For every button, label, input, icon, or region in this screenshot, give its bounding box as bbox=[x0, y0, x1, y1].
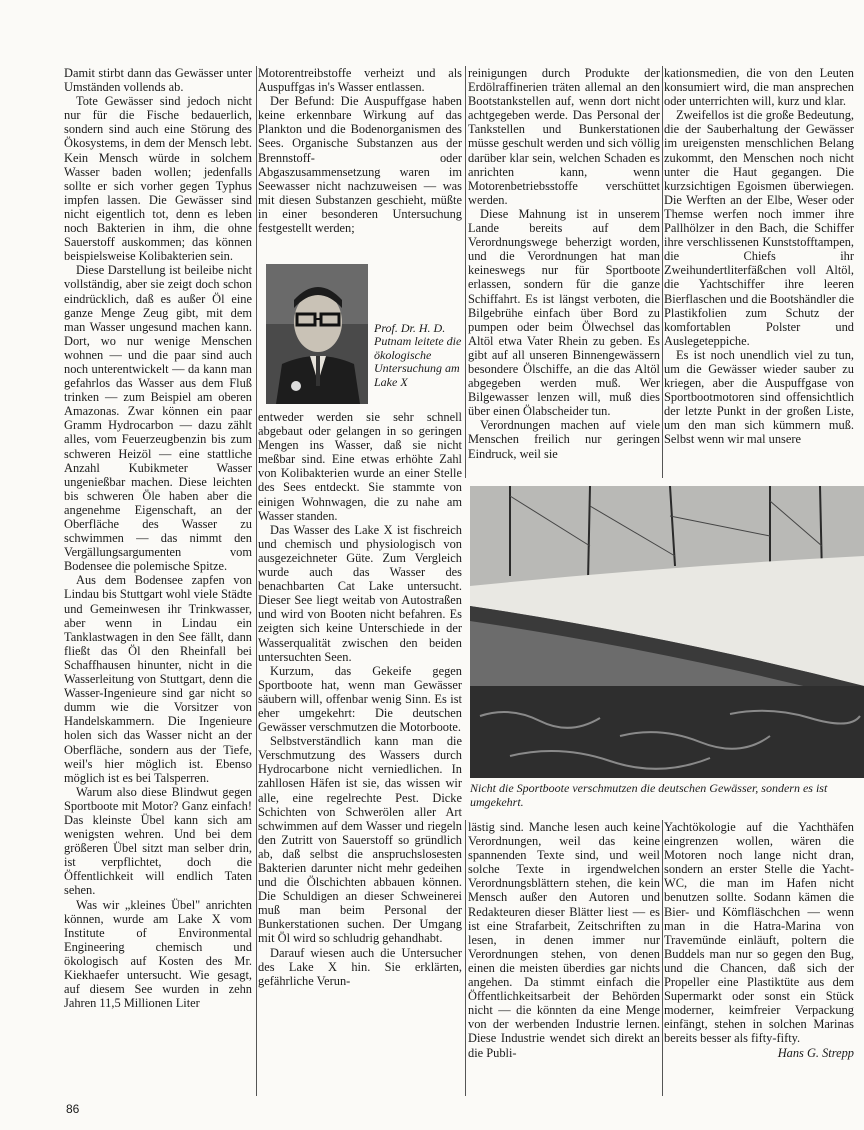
author-signature: Hans G. Strepp bbox=[777, 1045, 854, 1060]
photo-caption: Nicht die Sportboote verschmutzen die deutschen Gewässer, sondern es ist umgekehrt. bbox=[470, 781, 828, 809]
paragraph: Verordnungen machen auf viele Menschen freilich nur geringen Eindruck, weil sie bbox=[468, 418, 660, 461]
paragraph: Selbstverständlich kann man die Verschmutzung des Wassers durch Hydrocarbone nicht verniedlichen. In zahllosen Häfen ist sie, das wissen wir alle, eine regelrechte Pest. Dicke Schichten von Schwerölen aller Art schwimmen auf dem Wasser und riegeln den Zutritt von Sauerstoff so gründlich ab, daß selbst die anspruchslosesten Bakterien darunter nicht mehr gedeihen und die Ölschichten abbauen können. Die Schuldigen an dieser Schweinerei muß man beim Personal der Bunkerstationen suchen. Der Umgang mit Öl wird so schludrig gehandhabt. bbox=[258, 734, 462, 946]
paragraph: Kurzum, das Gekeife gegen Sportboote hat, wenn man Gewässer säubern will, offenbar wenig Sinn. Es ist eher umgekehrt: Die deutschen Gewässer verschmutzen die Motorboote. bbox=[258, 663, 462, 735]
column-divider bbox=[662, 66, 663, 478]
paragraph: lästig sind. Manche lesen auch keine Verordnungen, weil das keine spannenden Texte sind, und weil solche Texte in irgendwelchen Verordnungsblättern stehen, die kein Mensch außer den Autoren und Redakteuren dieser Blätter liest — es ist eine Strafarbeit, Zeitschriften zu lesen, in denen immer nur Verordnungen stehen, von denen einen die meisten überdies gar nichts angehen. Da stimmt einfach die Öffentlichkeitsarbeit der Behörden nicht — die könnten da eine Menge von der werbenden Industrie lernen. Diese Industrie wendet sich direkt an die Publi- bbox=[468, 820, 660, 1060]
article-column-3-top bbox=[468, 66, 660, 461]
paragraph: Es ist noch unendlich viel zu tun, um die Gewässer wieder sauber zu kriegen, aber die Auspuffgase von Sportbootmotoren sind offensichtlich der letzte Punkt in der großen Liste, um den man sich kümmern muß. Selbst wenn wir mal unsere bbox=[664, 347, 854, 447]
article-column-4-bottom bbox=[664, 820, 854, 1060]
paragraph: Darauf wiesen auch die Untersucher des Lake X hin. Sie erklärten, gefährliche Verun- bbox=[258, 945, 462, 988]
portrait-photo bbox=[266, 264, 368, 404]
article-column-1 bbox=[64, 66, 252, 1010]
article-column-2-bottom bbox=[258, 410, 462, 988]
paragraph: Motorentreibstoffe verheizt und als Auspuffgas in's Wasser entlassen. bbox=[258, 66, 462, 95]
paragraph: Warum also diese Blindwut gegen Sportboote mit Motor? Ganz einfach! Das kleinste Übel kann sich am wenigsten wehren. Und bei dem größeren Übel sitzt man selber drin, ist verpflichtet, doch die Öffentlichkeit will endlich Taten sehen. bbox=[64, 784, 252, 898]
portrait-image bbox=[266, 264, 368, 404]
paragraph: Yachtökologie auf die Yachthäfen eingrenzen wollen, wären die Motoren noch lange nicht dran, sondern an erster Stelle die Yacht-WC, die man im Hafen nicht benutzen sollte. Sodann kämen die Bier- und Kömfläschchen — wenn man in die Hatra-Marina von Travemünde einläuft, poltern die Buddels man nur so gegen den Bug, und die Chancen, daß sich der Propeller eine Plastiktüte aus dem Supermarkt oder sonst ein Stück moderner, keimfreier Verpackung einfängt, stehen in solchen Marinas bereits besser als fifty-fifty. bbox=[664, 820, 854, 1046]
harbor-photo bbox=[470, 486, 864, 778]
paragraph: reinigungen durch Produkte der Erdölraffinerien träten allemal an den Bootstankstellen auf, wenn dort nicht achtgegeben werde. Das Personal der Tankstellen und Bunkerstationen müsse geschult werden und sich völlig darüber klar sein, welchen Schaden es anrichten kann, wenn Motorenbetriebsstoffe verschüttet werden. bbox=[468, 66, 660, 207]
column-divider bbox=[662, 820, 663, 1096]
portrait-caption: Prof. Dr. H. D. Putnam leitete die ökologische Untersuchung am Lake X bbox=[374, 321, 462, 389]
article-column-4-top bbox=[664, 66, 854, 447]
article-column-3-bottom bbox=[468, 820, 660, 1060]
column-divider bbox=[256, 66, 257, 1096]
article-column-2-top bbox=[258, 66, 462, 235]
paragraph: kationsmedien, die von den Leuten konsumiert wird, die man ansprechen oder unterrichten will, kurz und klar. bbox=[664, 66, 854, 109]
paragraph: Diese Darstellung ist beileibe nicht vollständig, aber sie zeigt doch schon eindrücklich, daß es außer Öl eine ganze Menge Zeug gibt, mit dem man Wasser ungesund machen kann. Dort, wo nur wenige Menschen wohnen — und die paar sind auch noch unterentwickelt — da kann man gefahrlos das Wasser aus dem Fluß trinken — zum Beispiel am oberen Amazonas. Zwar können ein paar Gramm Hydrocarbon — dazu zählt alles, vom Feuerzeugbenzin bis zum schweren Heizöl — eine stattliche Anzahl Kubikmeter Wasser ungenießbar machen. Diese leichten bis schweren Öle haben aber die angenehme Eigenschaft, an der Oberfläche des Wasser zu schwimmen — das nimmt den Vergällungsargumenten vom Bodensee die polemische Spitze. bbox=[64, 263, 252, 574]
harbor-image bbox=[470, 486, 864, 778]
page-number: 86 bbox=[66, 1102, 80, 1116]
paragraph: Der Befund: Die Auspuffgase haben keine erkennbare Wirkung auf das Plankton und die Bodenorganismen des Sees. Organische Substanzen aus der Brennstoff- oder Abgaszusammensetzung waren im Seewasser nicht nachzuweisen — was mit diesen Substanzen geschieht, müßte in einer besonderen Untersuchung festgestellt werden; bbox=[258, 94, 462, 236]
paragraph: Damit stirbt dann das Gewässer unter Umständen vollends ab. bbox=[64, 66, 252, 95]
column-divider bbox=[465, 66, 466, 478]
paragraph: Diese Mahnung ist in unserem Lande bereits auf dem Verordnungswege beherzigt worden, und die Verordnungen hat man keineswegs nur für Sportboote erlassen, sondern für die ganze Schiffahrt. Es ist längst verboten, die Bilgebrühe einfach über Bord zu pumpen oder beim Ölwechsel das Altöl etwa Vater Rhein zu geben. Es gibt auf all unseren Binnengewässern besondere Ölschiffe, an die das Altöl abgegeben werden muß. Wer Bilgewasser lenzen will, muß dies über einen Ölabscheider tun. bbox=[468, 206, 660, 419]
paragraph: Aus dem Bodensee zapfen von Lindau bis Stuttgart wohl viele Städte und Gemeinwesen ihr Trinkwasser, aber wenn in Lindau ein Tanklastwagen in den See fällt, dann fließt das Öl den Rheinfall bei Schaffhausen hinunter, nicht in die Wasserleitung von Stuttgart, denn die Wasser-Ingenieure sind gar nicht so dumm wie die Vorsitzer von Handelskammern. Die Ingenieure holen sich das Wasser nicht an der Oberfläche, sondern aus der Tiefe, weil's hier möglich ist. Ebenso möglich ist es bei Talsperren. bbox=[64, 573, 252, 785]
paragraph: Tote Gewässer sind jedoch nicht nur für die Fische bedauerlich, sondern sind auch eine Störung des Ökosystems, in dem der Mensch lebt. Kein Mensch würde in solchem Wasser baden wollen; jedenfalls sollte er sich vorher gegen Typhus impfen lassen. Die Gewässer sind nicht eigentlich tot, denn es leben noch Bakterien in ihm, die ohne Sauerstoff auskommen; das können beispielsweise Kolibakterien sein. bbox=[64, 94, 252, 264]
paragraph: Zweifellos ist die große Bedeutung, die der Sauberhaltung der Gewässer im ureigensten menschlichen Belang zukommt, den Menschen noch nicht unter die Haut gegangen. Die kurzsichtigen Egoismen überwiegen. Die Werften an der Elbe, Weser oder Themse werfen noch immer ihre Pallhölzer in den Bach, die Schiffer ihre verschlissenen Kunststofftampen, die Chiefs ihr Zweihundertliterfäßchen voll Altöl, die Yachtschiffer ihre leeren Bierflaschen und die Bootshändler die Plastikfolien zum Schutz der komfortablen Polster und Auslegeteppiche. bbox=[664, 108, 854, 348]
paragraph: Was wir „kleines Übel" anrichten können, wurde am Lake X vom Institute of Environmental Engineering chemisch und ökologisch auf Kosten des Mr. Kiekhaefer untersucht. Wie gesagt, auf diesem See wurden in zehn Jahren 11,5 Millionen Liter bbox=[64, 897, 252, 1011]
paragraph: entweder werden sie sehr schnell abgebaut oder gelangen in so geringen Mengen ins Wasser, daß sie nicht meßbar sind. Eine etwas erhöhte Zahl von Kolibakterien wurde an einer Stelle des Sees entdeckt. Sie stammte von einigen Wohnwagen, die zu nahe am Wasser standen. bbox=[258, 410, 462, 523]
column-divider bbox=[465, 820, 466, 1096]
paragraph: Das Wasser des Lake X ist fischreich und chemisch und physiologisch von ausgezeichneter Güte. Zum Vergleich wurde auch das Wasser des benachbarten Cat Lake untersucht. Dieser See liegt weitab von Autostraßen und wird von Booten nicht befahren. Es zeigten sich keine Unterschiede in der Wasserqualität zwischen den beiden untersuchten Seen. bbox=[258, 522, 462, 664]
